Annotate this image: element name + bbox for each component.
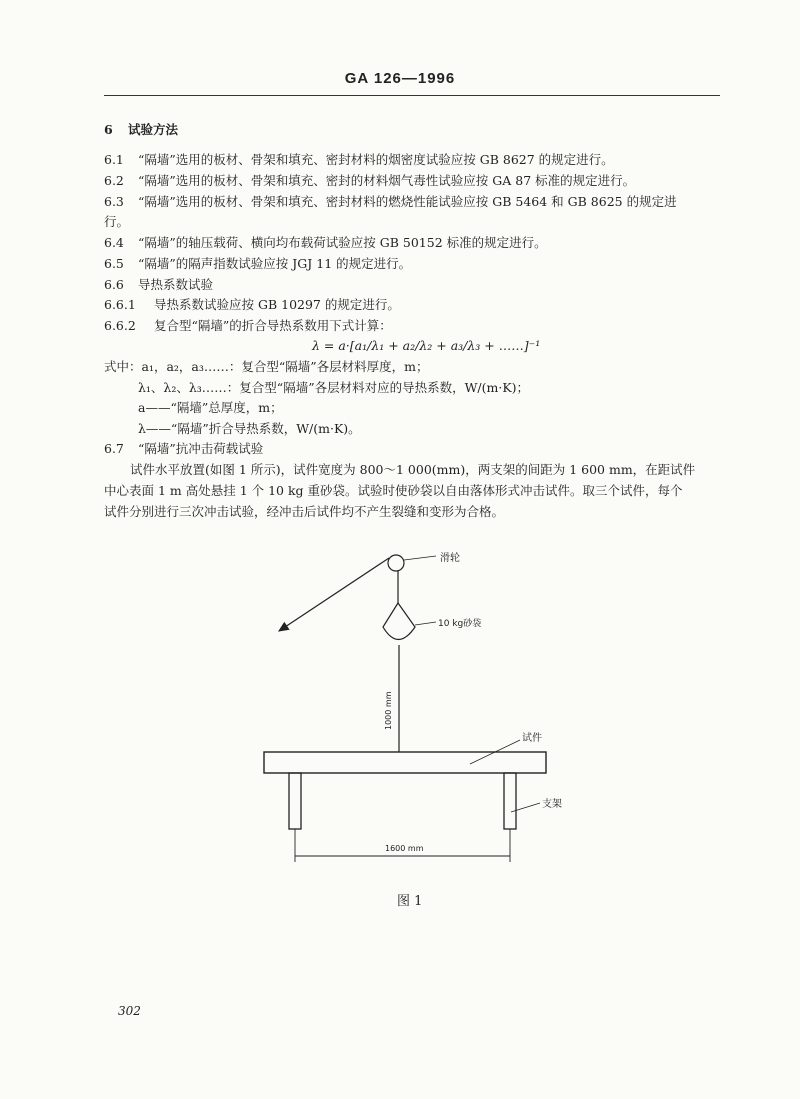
pulley-icon bbox=[388, 555, 404, 571]
item-text: “隔墙”的隔声指数试验应按 JGJ 11 的规定进行。 bbox=[138, 256, 412, 271]
definition-line: a——“隔墙”总厚度，m； bbox=[138, 400, 283, 415]
item-text: “隔墙”抗冲击荷载试验 bbox=[138, 441, 264, 456]
item-number: 6.3 bbox=[104, 194, 124, 209]
sandbag-icon bbox=[383, 603, 415, 640]
specimen-slab bbox=[264, 752, 546, 773]
item-text: 行。 bbox=[104, 214, 130, 229]
item-number: 6.2 bbox=[104, 173, 124, 188]
conductivity-formula: λ = a·[a₁/λ₁ + a₂/λ₂ + a₃/λ₃ + ……]⁻¹ bbox=[312, 338, 541, 353]
item-number: 6.7 bbox=[104, 441, 124, 456]
left-support bbox=[289, 773, 301, 829]
pull-rope bbox=[279, 558, 389, 631]
definition-line: λ——“隔墙”折合导热系数，W/(m·K)。 bbox=[138, 421, 361, 436]
sandbag-leader bbox=[415, 622, 436, 625]
section-number: 6 bbox=[104, 122, 113, 137]
item-text: 导热系数试验 bbox=[138, 277, 214, 292]
paragraph-line: 试件分别进行三次冲击试验，经冲击后试件均不产生裂缝和变形为合格。 bbox=[104, 504, 505, 519]
specimen-label: 试件 bbox=[522, 733, 542, 744]
item-text: “隔墙”的轴压载荷、横向均布载荷试验应按 GB 50152 标准的规定进行。 bbox=[138, 235, 547, 250]
item-number: 6.1 bbox=[104, 152, 124, 167]
item-text: 导热系数试验应按 GB 10297 的规定进行。 bbox=[154, 297, 400, 312]
support-label: 支架 bbox=[542, 799, 562, 810]
figure-caption: 图 1 bbox=[397, 894, 423, 909]
sandbag-label: 10 kg砂袋 bbox=[438, 619, 482, 629]
pulley-leader bbox=[404, 556, 436, 560]
definition-line: λ₁、λ₂、λ₃……：复合型“隔墙”各层材料对应的导热系数，W/(m·K)； bbox=[138, 380, 530, 395]
height-label: 1000 mm bbox=[384, 691, 393, 730]
support-leader bbox=[511, 803, 540, 812]
pulley-label: 滑轮 bbox=[440, 553, 460, 564]
item-number: 6.5 bbox=[104, 256, 124, 271]
item-text: “隔墙”选用的板材、骨架和填充、密封的材料烟气毒性试验应按 GA 87 标准的规定进行。 bbox=[138, 173, 636, 188]
right-support bbox=[504, 773, 516, 829]
span-label: 1600 mm bbox=[385, 844, 424, 853]
section-title: 试验方法 bbox=[128, 122, 179, 137]
page-number: 302 bbox=[118, 1004, 141, 1018]
item-text: “隔墙”选用的板材、骨架和填充、密封材料的燃烧性能试验应按 GB 5464 和 GB 8625 的规定进 bbox=[138, 194, 677, 209]
item-number: 6.6 bbox=[104, 277, 124, 292]
item-text: “隔墙”选用的板材、骨架和填充、密封材料的烟密度试验应按 GB 8627 的规定进行。 bbox=[138, 152, 614, 167]
item-number: 6.4 bbox=[104, 235, 124, 250]
standard-header: GA 126—1996 bbox=[344, 70, 456, 87]
item-number: 6.6.1 bbox=[104, 297, 136, 312]
item-number: 6.6.2 bbox=[104, 318, 136, 333]
definition-line: 式中：a₁，a₂，a₃……：复合型“隔墙”各层材料厚度，m； bbox=[104, 359, 429, 374]
item-text: 复合型“隔墙”的折合导热系数用下式计算： bbox=[154, 318, 392, 333]
paragraph-line: 试件水平放置(如图 1 所示)，试件宽度为 800～1 000(mm)，两支架的间距为 1 600 mm，在距试件 bbox=[130, 462, 696, 477]
paragraph-line: 中心表面 1 m 高处悬挂 1 个 10 kg 重砂袋。试验时使砂袋以自由落体形式冲击试件。取三个试件，每个 bbox=[104, 483, 683, 498]
